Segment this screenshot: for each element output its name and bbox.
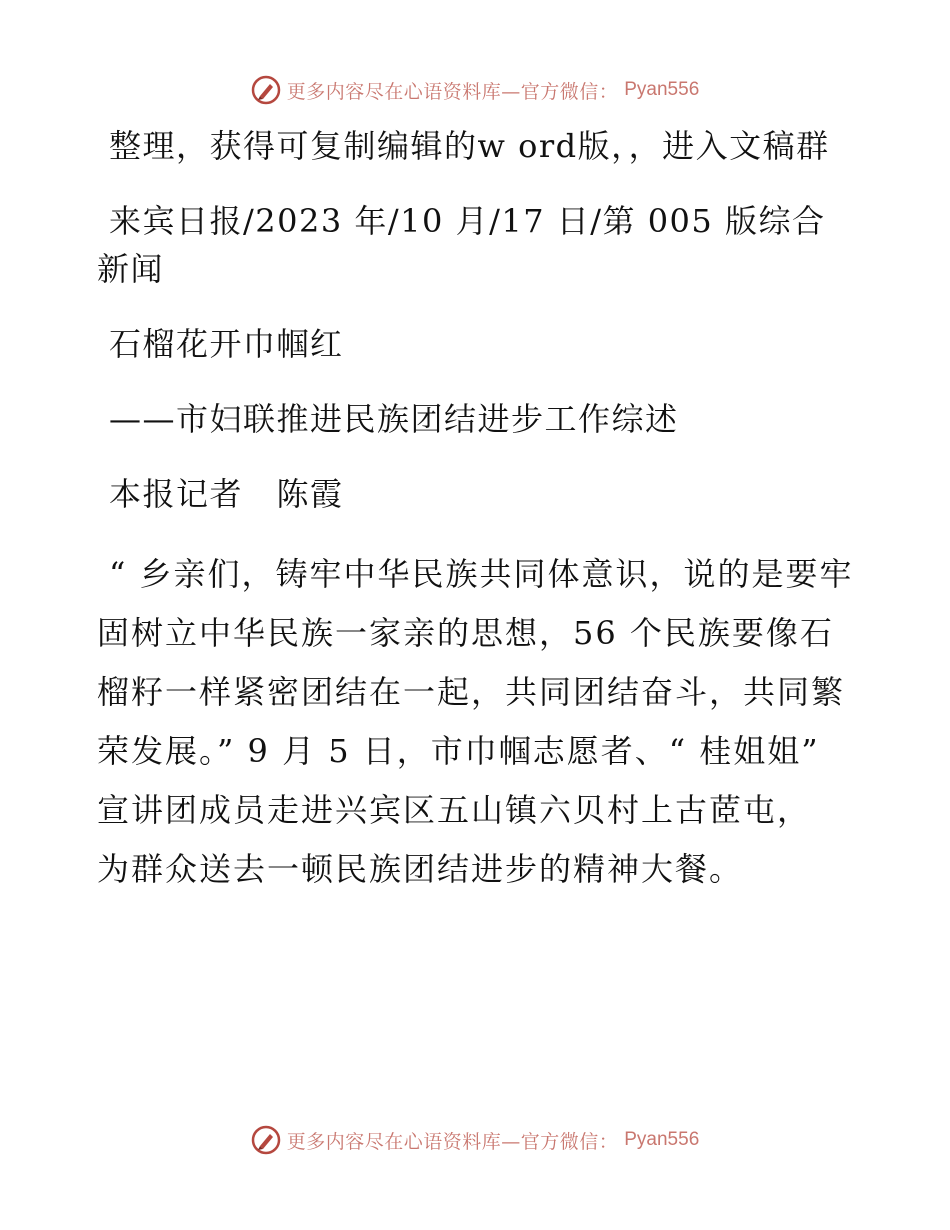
- watermark-banner-bottom: [0, 1120, 950, 1160]
- pen-logo-icon: [251, 1125, 281, 1155]
- watermark-wechat-id: Pyan556: [624, 79, 700, 100]
- author-line: 本报记者 陈霞: [109, 475, 344, 513]
- body-paragraph: “ 乡亲们，铸牢中华民族共同体意识，说的是要牢固树立中华民族一家亲的思想，56 个民族要像石榴籽一样紧密团结在一起，共同团结奋斗，共同繁荣发展。” 9 月 5 日，市巾帼志愿者、“ 桂姐姐” 宣讲团成员走进兴宾区五山镇六贝村上古茝屯， 为群众送去一顿民族团结进步的精神大餐。: [97, 555, 854, 888]
- article-subtitle: ——市妇联推进民族团结进步工作综述: [109, 400, 679, 438]
- watermark-banner-top: [0, 70, 950, 110]
- source-line: 来宾日报/2023 年/10 月/17 日/第 005 版综合新闻: [97, 202, 826, 288]
- note-paragraph: 整理，获得可复制编辑的w ord版，，进入文稿群: [109, 127, 830, 165]
- watermark-text: 更多内容尽在心语资料库—官方微信：: [286, 1130, 619, 1153]
- watermark-wechat-id: Pyan556: [624, 1129, 700, 1150]
- pen-logo-icon: [251, 75, 281, 105]
- watermark-text: 更多内容尽在心语资料库—官方微信：: [286, 80, 619, 103]
- article-title: 石榴花开巾帼红: [109, 325, 344, 363]
- document-body: [97, 122, 857, 926]
